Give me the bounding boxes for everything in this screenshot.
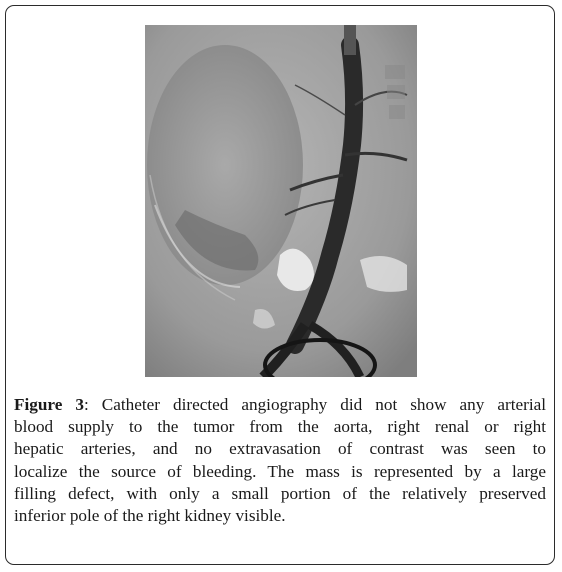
caption-line: localize the source of bleeding. The mass is represented by a large — [14, 461, 546, 481]
label-separator: : — [83, 395, 102, 414]
figure-caption — [14, 394, 546, 527]
caption-text: Catheter directed angiography did not show any arterial — [101, 395, 547, 414]
caption-line: inferior pole of the right kidney visible. — [14, 506, 286, 526]
angiography-image — [145, 25, 417, 377]
caption-line: filling defect, with only a small portion of the relatively preserved — [14, 483, 546, 503]
caption-line — [14, 394, 546, 416]
caption-line: blood supply to the tumor from the aorta, right renal or right — [14, 417, 546, 437]
figure-label: Figure 3 — [14, 395, 84, 414]
caption-line: hepatic arteries, and no extravasation of contrast was seen to — [14, 439, 546, 459]
